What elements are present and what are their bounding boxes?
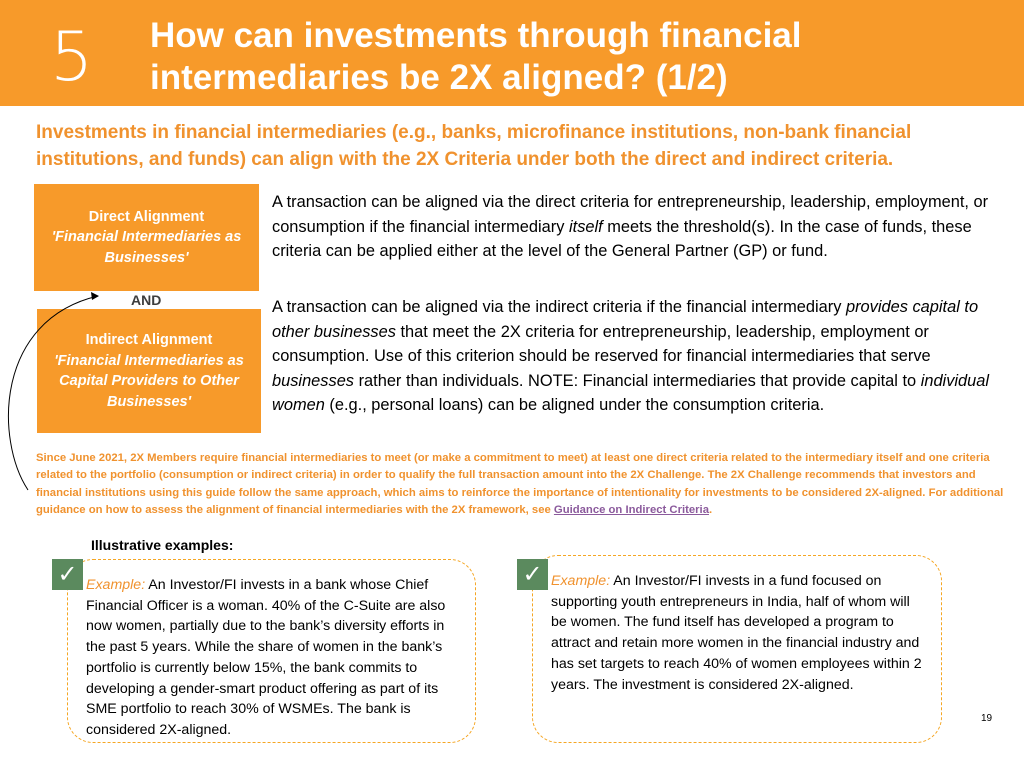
- checkmark-icon: ✓: [517, 559, 548, 590]
- direct-alignment-title: Direct Alignment: [88, 208, 205, 225]
- page-title: How can investments through financial intermediaries be 2X aligned? (1/2): [150, 16, 802, 97]
- example-label: Example:: [86, 577, 146, 593]
- example-text: An Investor/FI invests in a bank whose Chief Financial Officer is a woman. 40% of the C-Suite are also now women, partially due to the bank’s diversity efforts in the past 5 years. While the share of women in the bank’s portfolio is currently below 15%, the bank commits to developing a gender-smart product offering as part of its SME portfolio to reach 30% of WSMEs. The bank is considered 2X-aligned.: [86, 577, 446, 738]
- direct-criteria-paragraph: A transaction can be aligned via the direct criteria for entrepreneurship, leadership, employment, or consumption if the financial intermediary itself meets the threshold(s). In the case of funds, these criteria can be applied either at the level of the General Partner (GP) or fund.: [272, 193, 989, 260]
- example-card-bank: [67, 559, 476, 743]
- and-connector: AND: [131, 292, 162, 308]
- checkmark-icon: ✓: [52, 559, 83, 590]
- direct-alignment-subtitle: 'Financial Intermediaries as Businesses': [51, 229, 242, 266]
- page-number: 19: [981, 713, 993, 724]
- page-subtitle: Investments in financial intermediaries (e.g., banks, microfinance institutions, non-bank financial institutions, and funds) can align with the 2X Criteria under both the direct and indirect criteria.: [36, 122, 912, 170]
- direct-alignment-box: [34, 184, 259, 291]
- header-bar: [0, 0, 1024, 106]
- example-card-fund: [532, 555, 942, 743]
- example-text: An Investor/FI invests in a fund focused on supporting youth entrepreneurs in India, half of whom will be women. The fund itself has developed a program to attract and retain more women in the financial industry and has set targets to reach 40% of women employees within 2 years. The investment is considered 2X-aligned.: [551, 573, 922, 693]
- indirect-criteria-paragraph: A transaction can be aligned via the indirect criteria if the financial intermediary provides capital to other businesses that meet the 2X criteria for entrepreneurship, leadership, employment or consumption. Use of this criterion should be reserved for financial intermediaries that serve businesses rather than individuals. NOTE: Financial intermediaries that provide capital to individual women (e.g., personal loans) can be aligned under the consumption criteria.: [272, 298, 990, 414]
- section-number: 5: [50, 18, 94, 97]
- notice-paragraph: Since June 2021, 2X Members require financial intermediaries to meet (or make a commitment to meet) at least one direct criteria related to the intermediary itself and one criteria related to the portfolio (consumption or indirect criteria) in order to qualify the full transaction amount into the 2X Challenge. The 2X Challenge recommends that investors and financial institutions using this guide follow the same approach, which aims to reinforce the importance of intentionality for investments to be considered 2X-aligned. For additional guidance on how to assess the alignment of financial intermediaries with the 2X framework, see Guidance on Indirect Criteria.: [36, 452, 1004, 516]
- example-label: Example:: [551, 573, 611, 589]
- indirect-alignment-subtitle: 'Financial Intermediaries as Capital Providers to Other Businesses': [54, 352, 244, 410]
- guidance-link[interactable]: Guidance on Indirect Criteria: [553, 503, 709, 516]
- illustrative-examples-heading: Illustrative examples:: [91, 537, 234, 553]
- indirect-alignment-title: Indirect Alignment: [85, 332, 213, 348]
